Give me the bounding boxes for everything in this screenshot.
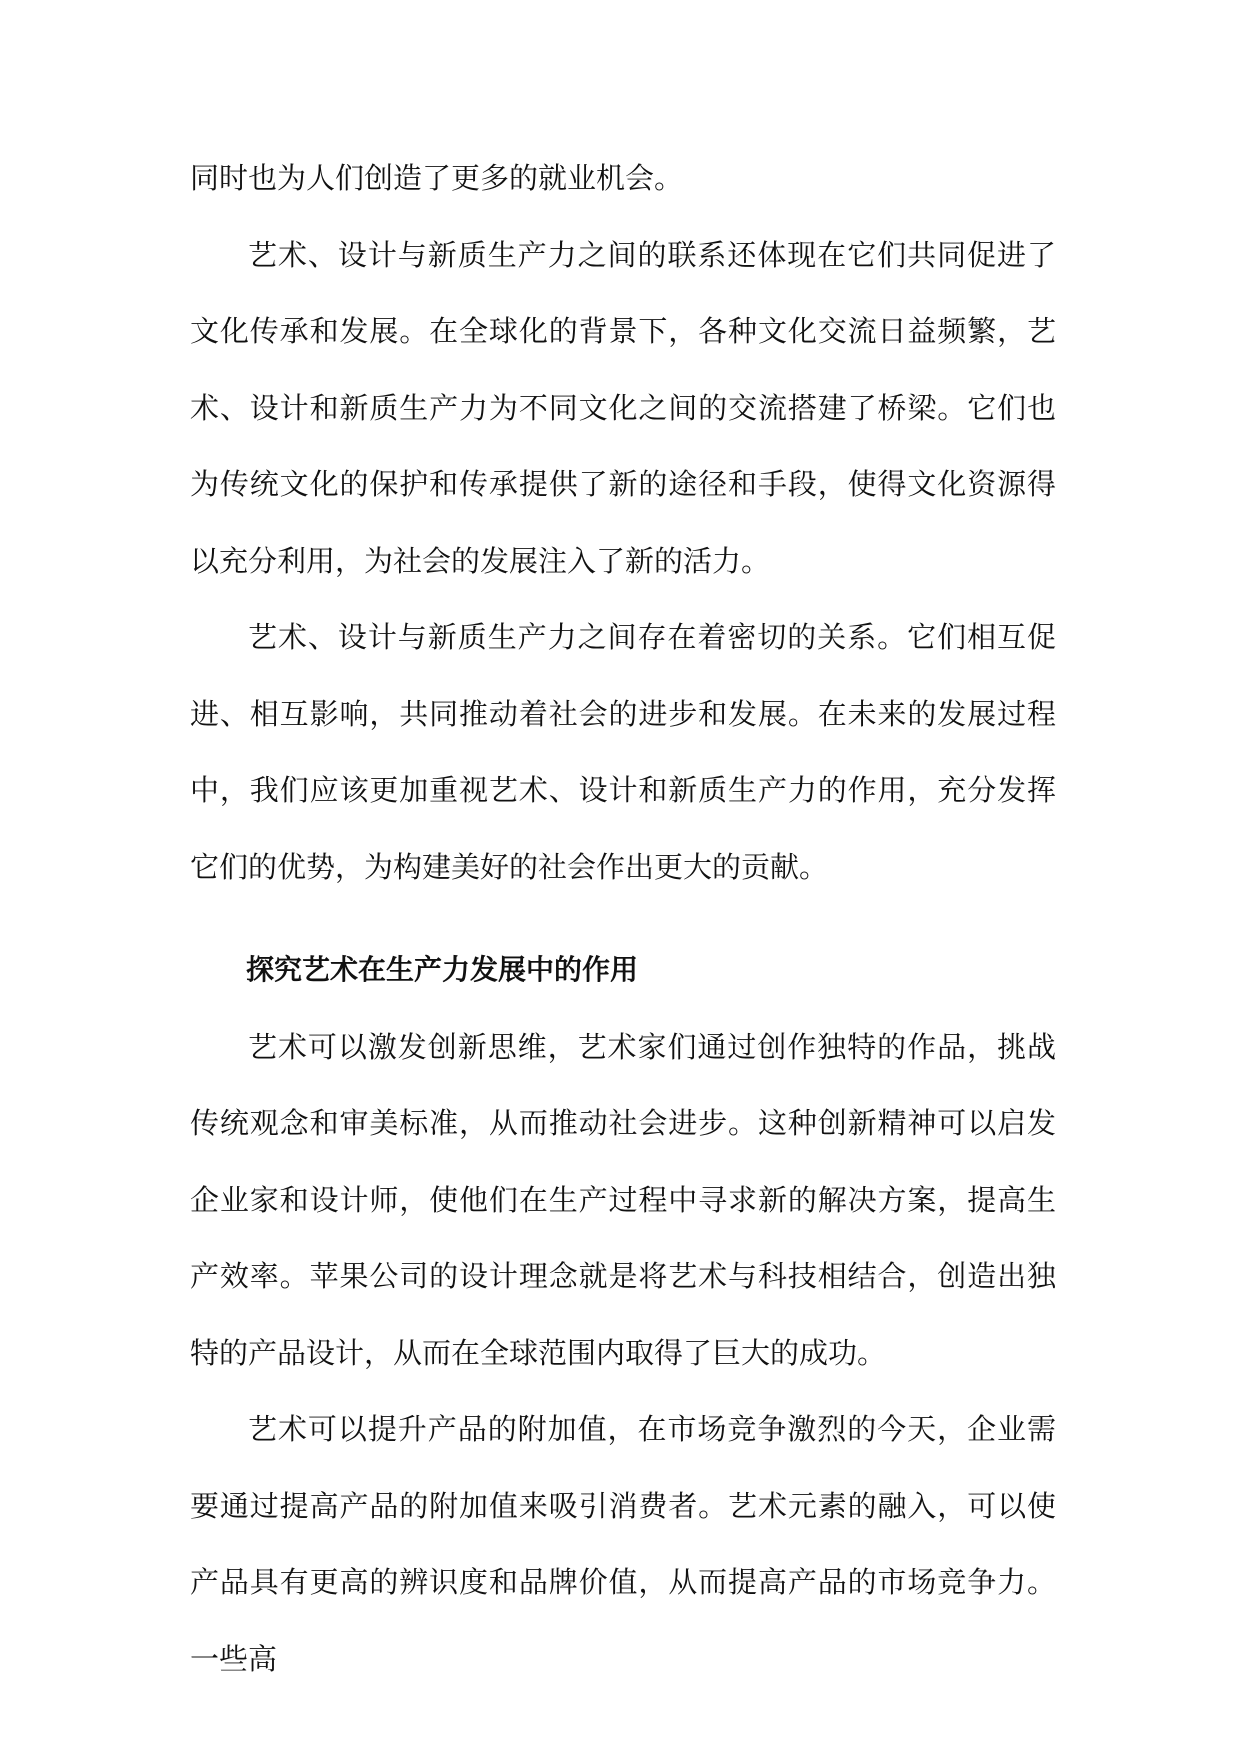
paragraph-relationship-summary: 艺术、设计与新质生产力之间存在着密切的关系。它们相互促进、相互影响，共同推动着社会的进步和发展。在未来的发展过程中，我们应该更加重视艺术、设计和新质生产力的作用，充分发挥它们的优势，为构建美好的社会作出更大的贡献。: [190, 620, 1056, 884]
paragraph-continuation: 同时也为人们创造了更多的就业机会。: [190, 161, 684, 195]
paragraph-innovative-thinking: 艺术可以激发创新思维，艺术家们通过创作独特的作品，挑战传统观念和审美标准，从而推动社会进步。这种创新精神可以启发企业家和设计师，使他们在生产过程中寻求新的解决方案，提高生产效率。苹果公司的设计理念就是将艺术与科技相结合，创造出独特的产品设计，从而在全球范围内取得了巨大的成功。: [190, 1029, 1056, 1370]
paragraph-added-value: 艺术可以提升产品的附加值，在市场竞争激烈的今天，企业需要通过提高产品的附加值来吸引消费者。艺术元素的融入，可以使产品具有更高的辨识度和品牌价值，从而提高产品的市场竞争力。一些高: [190, 1412, 1056, 1676]
document-body: [190, 140, 1056, 1697]
section-heading: 探究艺术在生产力发展中的作用: [246, 953, 639, 986]
paragraph-cultural-heritage: 艺术、设计与新质生产力之间的联系还体现在它们共同促进了文化传承和发展。在全球化的背景下，各种文化交流日益频繁，艺术、设计和新质生产力为不同文化之间的交流搭建了桥梁。它们也为传统文化的保护和传承提供了新的途径和手段，使得文化资源得以充分利用，为社会的发展注入了新的活力。: [190, 237, 1056, 578]
